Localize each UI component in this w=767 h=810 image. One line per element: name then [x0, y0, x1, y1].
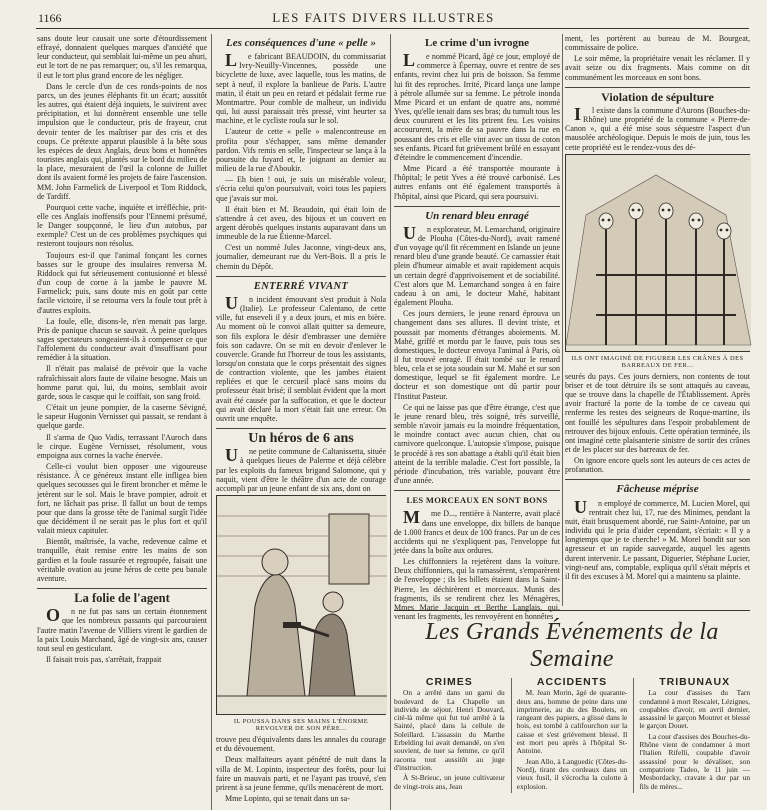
paragraph: Il s'arma de Quo Vadis, terrassant l'Auroch dans le cirque. Eugène Vernisset, résolument, vous empoigna aux cornes la vache énervée. — [37, 432, 207, 460]
paragraph: Les chiffonniers la rejetèrent dans la voiture. Deux chiffonniers, qui la ramassèrent, s'emparèrent de l'enveloppe ; ils les billets étaient dans la Saint-Pierre, les déchirèrent et morceaux. Munis des fragments, ils se rendirent chez les Ménagères, Mmes Marie Jacquin et Berthe Langlais, qui, venant les fragments, les renvoyèrent en honnêtes — [394, 557, 560, 622]
section-title: Les Grands Événements de la Semaine — [425, 619, 719, 672]
paragraph: Le fabricant BEAUDOIN, du commissariat Ivry-Neuilly-Vincennes, possède une bicyclette de luxe, avec laquelle, tous les matins, de sept à neuf, il explore la banlieue de Paris. L'autre matin, il était un peu en retard et pédalait ferme rue Montmartre. Pour comble de malheur, un individu qui, lui aussi paraissait très pressé, vint heurter sa machine, et le cycliste roula sur le sol. — [216, 50, 386, 126]
paragraph: ment, les portèrent au bureau de M. Bourgeat, commissaire de police. — [565, 34, 750, 53]
paragraph: Un employé de commerce, M. Lucien Morel, qui rentrait chez lui, 17, rue des Minimes, pendant la nuit, était brusquement abordé, rue Saint-Antoine, par un individu qui le pria d'aider cependant, s'écriait: « Il y a longtemps que je te cherche! » M. Morel bondit sur son agresseur et un rapide sauvegarde, auquel les agents durent intervenir. Le passant, Diguerier, Stéphane Lucier, vingt-neuf ans, comptable, expliqua qu'il s'était mépris et il fit des excuses à M. Morel qui a maintenu sa plainte. — [565, 496, 750, 581]
engraving-caption: ILS ONT IMAGINÉ DE FIGURER LES CRÂNES À DES BARREAUX DE FER... — [571, 354, 744, 369]
headline-enterre-vivant: ENTERRÉ VIVANT — [253, 280, 349, 292]
tribunaux-heading: TRIBUNAUX — [659, 676, 731, 688]
paragraph: — Eh bien ! oui, je suis un misérable voleur, s'écria celui qu'on poursuivait, voici tous les papiers que j'avais sur moi. — [216, 175, 386, 203]
headline-crime-ivrogne: Le crime d'un ivrogne — [425, 37, 529, 49]
column-divider — [211, 34, 212, 810]
paragraph: Un incident émouvant s'est produit à Nola (Italie). Le professeur Calentano, de cette ville, fut enseveli il y a deux jours, et mis en bière. Au moment où le convoi allait quitter sa demeure, son fils explora le désir d'embrasser une dernière fois son cadavre. On se mit en devoir d'enlever le couvercle. Grande fut l'horreur de tous les assistants, lorsqu'on constata que le corps présentait des signes de contraction violente, que les jambes étaient repliées et que le cercueil placé sans moins du professeur était brisé; il semblait évident que la mort avait été causée par la suffocation, et que le docteur qui avait déclaré la mort s'était fait une erreur. On ouvrit une enquête. — [216, 292, 386, 423]
column-1 — [37, 34, 207, 810]
column-divider — [390, 34, 391, 810]
paragraph: Il n'était pas malaisé de prévoir que la vache rafraîchissait alors faute de vilaine besogne. Mais un homme parut qui, lui, du moins, semblait avoir garde, sous le casque qui le coiffait, son sang froid. — [37, 364, 207, 401]
column-3 — [394, 34, 560, 622]
headline-heros-6-ans: Un héros de 6 ans — [248, 431, 354, 447]
header-rule — [36, 28, 749, 29]
article-rule — [216, 428, 386, 429]
paragraph: À St-Brieuc, un jeune cultivateur de vingt-trois ans, Jean — [394, 773, 505, 791]
paragraph: Un explorateur, M. Lemarchand, originaire de Plouha (Côtes-du-Nord), avait ramené d'un voyage qu'il fit récemment en Islande un jeune renard bleu d'une grande beauté. Ce carnassier était plein d'humeur aimable et avait rapidement acquis un certain degré d'apprivoisement et de sociabilité. C'est alors que M. Lemarchand songea à en faire cadeau à un ami, le docteur Mahé, habitant également Plouha. — [394, 222, 560, 308]
paragraph: Mme D..., rentière à Nanterre, avait placé dans une enveloppe, dix billets de banque de 1.000 francs et deux de 100 francs. Par un de ces accidents qui ne s'expliquent pas, l'enveloppe fut jetée dans la boîte aux ordures. — [394, 507, 560, 555]
paragraph: La cour d'assises du Tarn condamné à mort Rescalet, Lézignes, coupables d'avoir, en avril dernier, assassiné le garçon Moutret et blessé le garçon Douet. — [639, 688, 751, 731]
article-rule — [37, 588, 207, 589]
paragraph: Il faisait trois pas, s'arrêtait, frappait — [46, 655, 162, 664]
publication-title: LES FAITS DIVERS ILLUSTRES — [272, 10, 495, 25]
paragraph: On ignore encore quels sont les auteurs de ces actes de profanation. — [565, 456, 750, 475]
column-2 — [216, 34, 386, 810]
page-number: 1166 — [38, 11, 62, 25]
paragraph: Ces jours derniers, le jeune renard éprouva un changement dans ses allures. Il devint triste, et poussait par moments d'étranges aboiements. M. Mahé, griffé et mordu par le fauve, puis tous ses domestiques, le docteur envoya l'animal à Paris, où il fut trouvé enragé. Il était tombé sur le renard bleu, cela et se jota soudain sur M. Mahé et sur son domestique, lequel se fit également mordre. Le docteur et son domestique ont dû partir pour l'Institut Pasteur. — [394, 309, 560, 401]
engraving-caption — [216, 718, 386, 732]
tribunaux-column — [633, 678, 750, 793]
paragraph: seurés du pays. Ces jours derniers, non contents de tout briser et de tout détruire ils se sont attaqués au caveau, que se trouve dans la chapelle de l'Établissement. Après avoir fracturé la porte de la tombe de ce caveau qui renferme les restes des seigneurs de Roque-martine, ils ont fouillé les sépultures dans l'espoir probablement de retrouver des bijoux enfouis. Cette opération terminée, ils ont imaginé cette plaisanterie sinistre de sortir des crânes et de les placer sur des barreaux de fer. — [565, 371, 750, 454]
paragraph: C'était un jeune pompier, de la caserne Sévigné, le sapeur Hugonin Vernisset qui passait, se rendant à quelque garde. — [37, 403, 207, 431]
accidents-column — [511, 678, 628, 793]
caption-line: REVOLVER DE SON PÈRE... — [255, 725, 347, 733]
section-rule — [394, 610, 750, 611]
engraving-drawing — [566, 155, 751, 351]
paragraph: Le nommé Picard, âgé ce jour, employé de commerce à Épernay, ouvre et rentre de ses enfants, revint chez lui pris de boisson. Sa femme lui fit des reproches. Irrité, Picard lança une lampe à pétrole allumée sur sa femme. Le pétrole inonda Mme Picard et un enfant de quatre ans, nommé Yves, qu'elle tenait dans ses bras; du tumult tous les deux coururent et les lits prirent feu. Les voisins accoururent, la mère de sa pauvre dans la rue en poussant des cris et elle vint avec un tissu de coton ses enfants. Picard fut grièvement brûlé en essayant d'éteindre le commencement d'incendie. — [394, 50, 560, 162]
paragraph: Dans le cercle d'un de ces ronds-points de nos parcs, un des jeunes éléphants fit un écart; aussitôt les autres, qui étaient déjà inquiets, le suivirent avec précipitation, et lui donnèrent ensemble une telle impulsion que le conducteur, pris de frayeur, crut devoir tenter de les maîtriser par des cris et des coups. Ce prétexte apparut plausible à la bête sous les espèces de deux Anglais, deux bons et honnêtes touristes anglais qui, plantés sur le bord du milieu de la place, mesuraient de l'œil la colonne de Juillet dont ils avaient formé les projets de faire l'ascension. MM. John Farmelick de Liverpool et Tom Riddock, de Tardiff. — [37, 81, 207, 201]
paragraph: Il existe dans la commune d'Aurons (Bouches-du-Rhône) une propriété de la commune « Pierre-de-Canon », qui a été mise sous séquestre l'aspect d'un mausolée archéologique. Depuis le mois de juin, tous les cette propriété est le rendez-vous des dé- — [565, 103, 750, 152]
article-rule — [565, 479, 750, 480]
paragraph: Ce qui ne laisse pas que d'être étrange, c'est que le jeune renard bleu, très soigné, très surveillé, semble n'avoir jamais eu la moindre fréquentation, le moindre contact avec aucun chien, chat ou carnivore quelconque. L'autopsie s'impose, puisque le procédé à res son abattage a établi qu'il était bien atteint de la terrible maladie. C'est fort possible, la période d'incubation, très variable, pouvant être d'une année. — [394, 402, 560, 486]
headline-renard-bleu: Un renard bleu enragé — [425, 209, 529, 222]
accidents-heading: ACCIDENTS — [536, 676, 608, 688]
article-rule — [565, 87, 750, 88]
paragraph: Jean Allo, à Languedic (Côtes-du-Nord), tirant des cordeaux dans un vieux fusil, il s'écrocha la culotte à explosion. — [516, 756, 628, 791]
paragraph: sans doute leur causait une sorte d'étourdissement effrayé, donnaient quelques marques d'anxiété que leur conducteur, qui semblait lui-même un peu ahuri, eut le tort de ne pas remarquer; ou, s'il les remarqua, il eut le tort plus grand encore de les négliger. — [37, 34, 207, 80]
engraving-boy-revolver — [216, 495, 386, 715]
paragraph: C'est un nommé Jules Jaconne, vingt-deux ans, journalier, demeurant rue du Vert-Bois. Il a pris le chemin du Dépôt. — [216, 243, 386, 271]
column-4 — [565, 34, 750, 610]
paragraph: L'auteur de cette « pelle » malencontreuse en profita pour s'échapper, sans même demander pardon. Vifs remis en selle, l'inspecteur se lança à la poursuite du fuyard et, le joignant au dernier au milieu de la rue d'Aboukir. — [216, 127, 386, 174]
paragraph: Deux malfaiteurs ayant pénétré de nuit dans la villa de M. Lopinto, inspecteur des forêts, pour lui faire un mauvais parti, et ne l'ayant pas trouvé, s'en prirent à sa jeune femme, qu'ils menacèrent de mort. — [216, 755, 386, 792]
paragraph: Pourquoi cette vache, inquiète et irréfléchie, prit-elle ces Anglais inoffensifs pour l'Ennemi présumé, le Danger soupçonné, le lieu d'un autobus, par exemple? C'est un de ces problèmes psychiques qui resteront toujours non résolus. — [37, 202, 207, 249]
paragraph: Mme Lopinto, qui se tenait dans un sa- — [225, 793, 350, 803]
section-columns — [394, 678, 750, 793]
column-divider — [562, 34, 563, 606]
paragraph: Il était bien et M. Beaudoin, qui était loin de s'attendre à cet aveu, des bijoux et un couvert en argent dérobés quelques instants auparavant dans un immeuble de la rue Étienne-Marcel. — [216, 204, 386, 242]
headline-facheuse-meprise: Fâcheuse méprise — [616, 483, 699, 496]
crimes-column — [394, 678, 505, 793]
caption-line: IL POUSSA DANS SES MAINS L'ÉNORME — [233, 718, 369, 726]
paragraph: Le soir même, la propriétaire venait les réclamer. Il y avait seize ou dix fragments. Mais comme on dit communément les morceaux en sont bons. — [565, 54, 750, 82]
paragraph: Bientôt, maîtrisée, la vache, redevenue calme et tranquille, était remise entre les mains de son gardien et la foule rassurée et regroupée, faisait une véritable ovation au jeune héros de cette peu banale aventure. — [37, 537, 207, 583]
engraving-drawing — [217, 496, 387, 714]
paragraph: Celle-ci voulut bien opposer une vigoureuse résistance. À ce généreux instant elle infligea bien quelques secousses qui le firent broncher et même le jetèrent sur le sol. Mais le brave pompier, adroit et fort, ne lâchait pas prise. Il fallut un bout de temps pour que dans la grosse tête de l'animal surgît l'idée que décidément il ne serait pas le plus fort et qu'il valait mieux capituler. — [37, 462, 207, 536]
paragraph: Toujours est-il que l'animal fonçant les cornes basses sur le groupe des insulaires renversa M. Riddock qui fut sérieusement contusionné et blessé d'un coup de corne à la jambe le pauvre M. Farmelick; puis, sans doute mis en goût par cette facile victoire, il se retourna vers la foule tout prêt à d'autres exploits. — [37, 250, 207, 315]
engraving-skulls-on-bars — [565, 154, 750, 352]
headline-folie-agent: La folie de l'agent — [74, 591, 170, 606]
article-rule — [216, 276, 386, 277]
paragraph: Mme Picard a été transportée mourante à l'hôpital; le petit Yves a été trouvé carbonisé. Les autres enfants ont été également transportés à l'hôpital, ainsi que Picard, qui sera poursuivi. — [394, 164, 560, 201]
paragraph: On ne fut pas sans un certain étonnement que les nombreux passants qui parcouraient l'autre matin l'avenue de Villiers virent le gardien de la paix Louis Marchand, âgé de vingt-six ans, causer tout seul en gesticulant. — [37, 605, 207, 653]
weekly-events-section — [394, 610, 750, 810]
article-rule — [394, 490, 560, 491]
paragraph: La foule, elle, disons-le, n'en menait pas large. Pris de panique chacun se sauvait. À peine quelques sages spectateurs songeaient-ils à compenser ce que l'affolement du conducteur avait d'insuffisant pour remédier à la situation. — [37, 316, 207, 363]
paragraph: On a arrêté dans un garni du boulevard de La Chapelle un individu de séjour, Henri Douvard, cité-là même qui fut tué arrêté à la Sainté, placé dans la cellule de Soleillard. L'assassin du Marthe Erbelding lui avait demandé, on s'en souvient, de tuer sa femme, ce qu'il raconta tout aussitôt au juge d'instruction. — [394, 688, 505, 772]
article-rule — [394, 206, 560, 207]
paragraph: Une petite commune de Caltanissetta, située à quelques lieues de Palerme et déjà célèbre par les exploits du fameux brigand Salomone, qui y naquit, vient d'être le théâtre d'un acte de courage accompli par un jeune enfant de six ans, dont on — [216, 445, 386, 493]
headline-morceaux-bons: LES MORCEAUX EN SONT BONS — [406, 495, 548, 506]
paragraph: trouve peu d'équivalents dans les annales du courage et du dévouement. — [216, 735, 386, 754]
headline-violation-sepulture: Violation de sépulture — [601, 89, 714, 104]
headline-consequences-pelle: Les conséquences d'une « pelle » — [225, 37, 376, 49]
paragraph: La cour d'assises des Bouches-du-Rhône vient de condamner à mort l'Italien Rifelli, coupable d'avoir assassiné pour le dévaliser, son compatriote Tadeo, le 11 juin — Mesbordacky, cravate à dur par un fils de mères... — [639, 731, 751, 791]
paragraph: M. Jean Morin, âgé de quarante-deux ans, homme de peine dans une imprimerie, au du des Boulets, en rangeant des papiers, a glissé dans le bois, est tombé à califourchon sur la caisse et s'est grièvement blessé. Il est mort peu après à l'hôpital St-Antoine. — [516, 688, 628, 756]
crimes-heading: CRIMES — [425, 676, 473, 688]
page-header — [0, 0, 767, 30]
